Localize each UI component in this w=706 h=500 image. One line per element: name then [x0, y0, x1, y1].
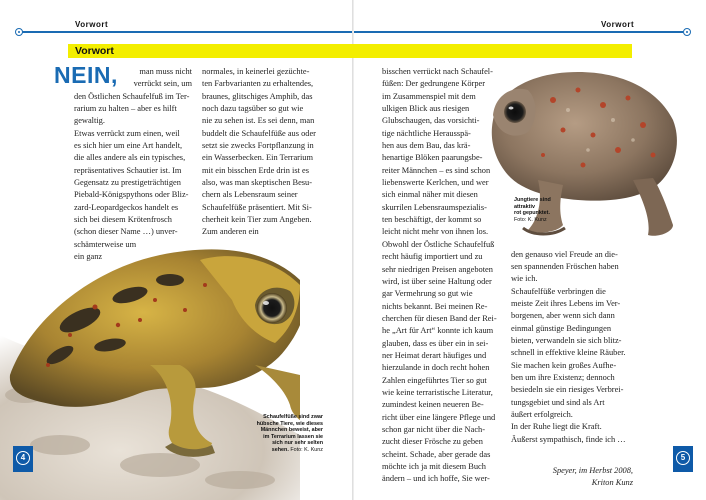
text-line: sich einmal näher mit diesen: [382, 190, 478, 200]
text-line: sich bei diesem Krötenfrosch: [74, 215, 172, 225]
intro-first-lines: [129, 66, 192, 91]
text-line: zumindest keinen neueren Be-: [382, 400, 484, 410]
text-line: also, was man skeptischen Besu-: [202, 178, 313, 188]
text-line: den genauso viel Freude an die-: [511, 249, 618, 259]
text-line: reiter Männchen – es sind schon: [382, 165, 491, 175]
caption-line: sich nur sehr selten: [272, 440, 323, 447]
text-line: zucht dieser Frösche zu geben: [382, 437, 483, 447]
caption-line: attraktiv: [514, 203, 535, 210]
photo-credit: Foto: K. Kunz: [514, 216, 547, 223]
text-line: ben um ihre Existenz; dennoch: [511, 372, 615, 382]
text-line: Sie machen kein großes Aufhe-: [511, 360, 617, 370]
text-line: Glubschaugen, das vorsichti-: [382, 116, 480, 126]
text-line: schnell in effektive kleine Räuber.: [511, 348, 626, 358]
text-line: (schon dieser Name …) unver-: [74, 227, 178, 237]
column-3: [382, 66, 506, 486]
text-line: schon gar nicht über die Nach-: [382, 424, 486, 434]
photo-caption-left: [253, 414, 323, 454]
text-line: rarium zu halten – aber es hilft: [74, 104, 177, 114]
text-line: liebenswerte Kerlchen, und wer: [382, 178, 489, 188]
text-line: Zahlen eingeführtes Tier so gut: [382, 375, 487, 385]
text-line: In der Ruhe liegt die Kraft.: [511, 422, 602, 432]
text-line: sen spannenden Fröschen haben: [511, 261, 619, 271]
running-header-right: Vorwort: [601, 20, 635, 29]
text-line: cherchen für diesen Band der Rei-: [382, 313, 497, 323]
text-line: einmal günstige Bedingungen: [511, 323, 612, 333]
caption-line: im Terrarium lassen sie: [263, 433, 323, 440]
text-line: henartige Blöken paarungsbe-: [382, 153, 483, 163]
section-highlight-bar: [68, 44, 632, 58]
text-line: verrückt sein, um: [133, 79, 192, 89]
text-line: Schaufelfüße präsentiert. Mit Si-: [202, 202, 312, 212]
caption-line: hübsche Tiere, wie dieses: [256, 420, 323, 427]
text-line: ner Heimat derart häufiges und: [382, 350, 487, 360]
page-number-text: 4: [16, 451, 30, 465]
text-line: Gegensatz zu prestigeträchtigen: [74, 178, 181, 188]
signature-place-date: Speyer, im Herbst 2008,: [552, 466, 633, 475]
text-line: bieten, verwandeln sie sich blitz-: [511, 335, 622, 345]
caption-line: Männchen beweist, aber: [260, 427, 323, 434]
section-title: Vorwort: [75, 45, 114, 57]
text-line: leicht nicht mehr von ihnen los.: [382, 227, 489, 237]
text-line: man muss nicht: [139, 67, 192, 76]
signature-author: Kriton Kunz: [591, 478, 633, 488]
book-spine: [352, 0, 354, 500]
text-line: Obwohl der Östliche Schaufelfuß: [382, 239, 495, 249]
header-rule-left: [22, 31, 353, 33]
caption-line: rot gepunktet.: [514, 210, 550, 217]
text-line: wie keine terraristische Literatur,: [382, 387, 493, 397]
text-line: noch dazu tagsüber so gut wie: [202, 104, 304, 114]
text-line: den Östlichen Schaufelfuß im Ter-: [74, 91, 190, 101]
text-line: ten Farbvarianten zu erhaltendes,: [202, 79, 314, 89]
page-number-left: [13, 446, 33, 472]
text-line: buddelt die Schaufelfüße aus oder: [202, 128, 316, 138]
text-line: repräsentatives Schautier ist. Im: [74, 165, 182, 175]
intro-dropcap: NEIN,: [54, 62, 118, 88]
text-line: mit ein bisschen Erde drin ist es: [202, 165, 309, 175]
text-line: zard-Leopardgeckos handelt es: [74, 202, 179, 212]
text-line: borgenen, aber wenn sich dann: [511, 311, 615, 321]
text-line: nie zu sehen ist. Es sei denn, man: [202, 116, 315, 126]
text-line: chern als Lebensraum seiner: [202, 190, 298, 200]
header-dot-right-icon: [683, 28, 691, 36]
column-4: [511, 249, 633, 447]
text-line: im Zusammenspiel mit dem: [382, 91, 476, 101]
text-line: wird, ist über seine Haltung oder: [382, 276, 492, 286]
frog-photo-adult: [0, 225, 300, 500]
text-line: normales, in keinerlei gezüchte-: [202, 67, 310, 76]
text-line: setzt sie zwecks Fortpflanzung in: [202, 141, 314, 151]
text-line: Etwas verrückt zum einen, weil: [74, 128, 180, 138]
text-line: Zum anderen ein: [202, 227, 259, 237]
text-line: scheint. Schade, aber gerade das: [382, 449, 491, 459]
header-rule-right: [353, 31, 683, 33]
caption-line: sehen.: [271, 446, 289, 453]
text-line: ten beschäftigt, der kommt so: [382, 215, 482, 225]
text-line: hen aus dem Bau, das krä-: [382, 141, 471, 151]
text-line: schämterweise um: [74, 239, 137, 249]
text-line: ändern – und ich hoffe, Sie wer-: [382, 474, 490, 484]
text-line: möchte ich ja mit diesem Buch: [382, 462, 486, 471]
text-line: Piebald-Königspythons oder Bliz-: [74, 190, 189, 200]
text-line: ein Wasserbecken. Ein Terrarium: [202, 153, 313, 163]
text-line: äußert erfolgreich.: [511, 409, 573, 419]
text-line: gewaltig.: [74, 116, 105, 126]
caption-line: Jungtiere sind: [514, 197, 551, 203]
text-line: richt über eine längere Pflege und: [382, 412, 496, 422]
text-line: recht häufig importiert und zu: [382, 252, 483, 262]
text-line: Schaufelfüße verbringen die: [511, 286, 606, 296]
text-line: cherheit kein Tier zum Angeben.: [202, 215, 312, 225]
column-2: [202, 66, 326, 239]
text-line: bisschen verrückt nach Schaufel-: [382, 67, 493, 76]
caption-line: Schaufelfüße sind zwar: [263, 414, 323, 420]
text-line: ulkigen Blick aus riesigen: [382, 104, 470, 114]
photo-caption-right: [514, 197, 584, 223]
text-line: besiedeln sie ein riesiges Verbrei-: [511, 385, 624, 395]
text-line: sehr niedrigen Preisen angeboten: [382, 264, 493, 274]
photo-credit: Foto: K. Kunz: [290, 446, 323, 453]
text-line: gar Vermehrung so gut wie: [382, 289, 473, 299]
text-line: braunes, glitschiges Amphib, das: [202, 91, 313, 101]
header-dot-left-icon: [15, 28, 23, 36]
text-line: he „Art für Art“ konnte ich kaum: [382, 326, 494, 336]
running-header-left: Vorwort: [75, 20, 109, 29]
text-line: Äußerst sympathisch, finde ich …: [511, 434, 626, 444]
text-line: ein ganz: [74, 252, 103, 262]
text-line: hierzulande in doch recht hohen: [382, 363, 490, 373]
text-line: nichts bekannt. Bei meinen Re-: [382, 301, 488, 311]
page-number-right: [673, 446, 693, 472]
text-line: tungsgebiet und sind als Art: [511, 397, 605, 407]
text-line: füßen: Der gedrungene Körper: [382, 79, 486, 89]
signature: [511, 465, 633, 490]
text-line: wie ich.: [511, 274, 538, 284]
page-number-text: 5: [676, 451, 690, 465]
column-1: [74, 91, 194, 264]
text-line: tige nächtliche Herausspä-: [382, 128, 471, 138]
text-line: skurrilen Lebensraumspezialis-: [382, 202, 487, 212]
text-line: glauben, dass es über ein in sei-: [382, 338, 489, 348]
text-line: die alles andere als ein typisches,: [74, 153, 186, 163]
text-line: meiste Zeit ihres Lebens im Ver-: [511, 298, 621, 308]
text-line: es sich hier um eine Art handelt,: [74, 141, 183, 151]
